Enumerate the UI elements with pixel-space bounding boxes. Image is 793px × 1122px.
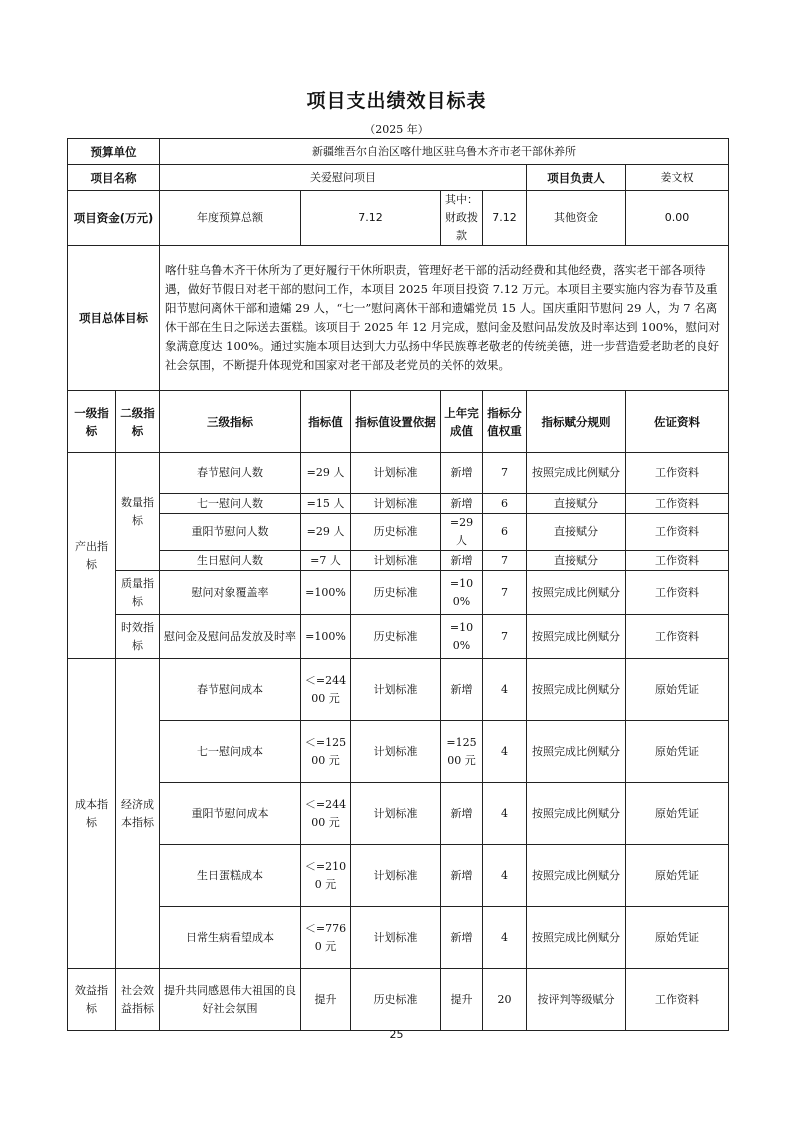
indicator-last: =29 人 <box>441 514 483 551</box>
group-cost: 成本指标 <box>68 659 116 969</box>
page-title: 项目支出绩效目标表 <box>306 90 487 112</box>
table-row <box>68 494 729 514</box>
indicator-value: =100% <box>301 571 351 615</box>
indicator-name: 七一慰问人数 <box>160 494 301 514</box>
overall-goal-label: 项目总体目标 <box>68 246 160 391</box>
group-benefit: 效益指标 <box>68 969 116 1031</box>
indicator-evidence: 工作资料 <box>626 571 729 615</box>
col-evidence: 佐证资料 <box>626 391 729 453</box>
indicator-basis: 计划标准 <box>351 453 441 494</box>
indicator-basis: 计划标准 <box>351 907 441 969</box>
fiscal-funding-label: 其中：财政拨款 <box>441 191 483 246</box>
budget-unit-label: 预算单位 <box>68 139 160 165</box>
group-output: 产出指标 <box>68 453 116 659</box>
col-value: 指标值 <box>301 391 351 453</box>
table-row <box>68 907 729 969</box>
project-name-value: 关爱慰问项目 <box>160 165 527 191</box>
indicator-rule: 直接赋分 <box>527 514 626 551</box>
indicator-name: 日常生病看望成本 <box>160 907 301 969</box>
indicator-last: 提升 <box>441 969 483 1031</box>
col-level2: 二级指标 <box>116 391 160 453</box>
indicator-evidence: 工作资料 <box>626 514 729 551</box>
indicator-name: 重阳节慰问成本 <box>160 783 301 845</box>
indicator-evidence: 工作资料 <box>626 494 729 514</box>
indicator-last: 新增 <box>441 907 483 969</box>
indicator-name: 生日蛋糕成本 <box>160 845 301 907</box>
indicator-evidence: 原始凭证 <box>626 907 729 969</box>
indicator-rule: 按照完成比例赋分 <box>527 907 626 969</box>
indicator-basis: 历史标准 <box>351 571 441 615</box>
indicator-basis: 历史标准 <box>351 969 441 1031</box>
indicator-name: 生日慰问人数 <box>160 551 301 571</box>
indicator-evidence: 工作资料 <box>626 453 729 494</box>
table-row <box>68 659 729 721</box>
group-quantity: 数量指标 <box>116 453 160 571</box>
table-row <box>68 969 729 1031</box>
table-row <box>68 615 729 659</box>
table-row <box>68 571 729 615</box>
indicator-basis: 计划标准 <box>351 551 441 571</box>
indicator-evidence: 工作资料 <box>626 551 729 571</box>
indicator-rule: 按照完成比例赋分 <box>527 721 626 783</box>
indicator-name: 提升共同感恩伟大祖国的良好社会氛围 <box>160 969 301 1031</box>
group-quality: 质量指标 <box>116 571 160 615</box>
indicator-weight: 4 <box>483 783 527 845</box>
indicator-weight: 6 <box>483 514 527 551</box>
budget-unit-value: 新疆维吾尔自治区喀什地区驻乌鲁木齐市老干部休养所 <box>160 139 729 165</box>
indicator-last: =100% <box>441 615 483 659</box>
indicator-evidence: 原始凭证 <box>626 659 729 721</box>
indicator-weight: 7 <box>483 571 527 615</box>
fiscal-funding-value: 7.12 <box>483 191 527 246</box>
indicator-last: 新增 <box>441 453 483 494</box>
indicator-rule: 按照完成比例赋分 <box>527 845 626 907</box>
indicator-rule: 按照完成比例赋分 <box>527 783 626 845</box>
col-level3: 三级指标 <box>160 391 301 453</box>
table-row <box>68 453 729 494</box>
col-last-year: 上年完成值 <box>441 391 483 453</box>
indicator-last: 新增 <box>441 551 483 571</box>
indicator-basis: 计划标准 <box>351 783 441 845</box>
indicator-rule: 按照完成比例赋分 <box>527 571 626 615</box>
indicator-last: 新增 <box>441 659 483 721</box>
col-rule: 指标赋分规则 <box>527 391 626 453</box>
indicator-name: 春节慰问人数 <box>160 453 301 494</box>
indicator-name: 重阳节慰问人数 <box>160 514 301 551</box>
project-name-label: 项目名称 <box>68 165 160 191</box>
indicator-basis: 计划标准 <box>351 494 441 514</box>
indicator-weight: 7 <box>483 453 527 494</box>
indicator-weight: 7 <box>483 551 527 571</box>
other-funds-label: 其他资金 <box>527 191 626 246</box>
indicator-evidence: 工作资料 <box>626 615 729 659</box>
indicator-weight: 4 <box>483 659 527 721</box>
col-level1: 一级指标 <box>68 391 116 453</box>
annual-budget-value: 7.12 <box>301 191 441 246</box>
page-number: 25 <box>389 1028 404 1041</box>
indicator-weight: 6 <box>483 494 527 514</box>
indicator-evidence: 工作资料 <box>626 969 729 1031</box>
other-funds-value: 0.00 <box>626 191 729 246</box>
indicator-evidence: 原始凭证 <box>626 783 729 845</box>
indicator-weight: 4 <box>483 907 527 969</box>
indicator-last: 新增 <box>441 783 483 845</box>
indicator-evidence: 原始凭证 <box>626 845 729 907</box>
indicator-rule: 按评判等级赋分 <box>527 969 626 1031</box>
indicator-last: =12500 元 <box>441 721 483 783</box>
indicator-basis: 历史标准 <box>351 615 441 659</box>
indicator-weight: 4 <box>483 845 527 907</box>
indicator-rule: 直接赋分 <box>527 494 626 514</box>
indicator-value: ＜=2100 元 <box>301 845 351 907</box>
indicator-weight: 4 <box>483 721 527 783</box>
project-leader-label: 项目负责人 <box>527 165 626 191</box>
year-label: （2025 年） <box>364 123 429 136</box>
table-row <box>68 514 729 551</box>
indicator-basis: 历史标准 <box>351 514 441 551</box>
col-basis: 指标值设置依据 <box>351 391 441 453</box>
indicator-last: =100% <box>441 571 483 615</box>
indicator-rule: 按照完成比例赋分 <box>527 615 626 659</box>
overall-goal-text: 喀什驻乌鲁木齐干休所为了更好履行干休所职责，管理好老干部的活动经费和其他经费，落实老干部各项待遇，做好节假日对老干部的慰问工作，本项目 2025 年项目投资 7.12 万元。本项目主要实施内容为春节及重阳节慰问离休干部和遗孀 29 人，“七一”慰问离休干部和遗孀党员 15 人。国庆重阳节慰问 29 人，为 7 名离休干部在生日之际送去蛋糕。该项目于 2025 年 12 月完成，慰问金及慰问品发放及时率达到 100%，慰问对象满意度达 100%。通过实施本项目达到大力弘扬中华民族尊老敬老的传统美德，进一步营造爱老助老的良好社会氛围，不断提升体现党和国家对老干部及老党员的关怀的效果。 <box>160 246 729 391</box>
group-timeliness: 时效指标 <box>116 615 160 659</box>
indicator-name: 七一慰问成本 <box>160 721 301 783</box>
group-social: 社会效益指标 <box>116 969 160 1031</box>
indicator-value: =100% <box>301 615 351 659</box>
indicator-value: ＜=7760 元 <box>301 907 351 969</box>
indicator-name: 慰问金及慰问品发放及时率 <box>160 615 301 659</box>
indicator-value: ＜=24400 元 <box>301 659 351 721</box>
indicator-weight: 20 <box>483 969 527 1031</box>
annual-budget-label: 年度预算总额 <box>160 191 301 246</box>
indicator-basis: 计划标准 <box>351 845 441 907</box>
table-row <box>68 721 729 783</box>
indicator-evidence: 原始凭证 <box>626 721 729 783</box>
group-economic: 经济成本指标 <box>116 659 160 969</box>
indicator-value: =29 人 <box>301 514 351 551</box>
indicator-rule: 按照完成比例赋分 <box>527 453 626 494</box>
indicator-value: 提升 <box>301 969 351 1031</box>
indicator-weight: 7 <box>483 615 527 659</box>
indicator-name: 春节慰问成本 <box>160 659 301 721</box>
table-row <box>68 845 729 907</box>
table-row <box>68 551 729 571</box>
project-fund-label: 项目资金(万元) <box>68 191 160 246</box>
indicator-value: ＜=12500 元 <box>301 721 351 783</box>
indicator-value: ＜=24400 元 <box>301 783 351 845</box>
col-weight: 指标分值权重 <box>483 391 527 453</box>
indicator-value: =7 人 <box>301 551 351 571</box>
indicator-basis: 计划标准 <box>351 659 441 721</box>
project-leader-value: 姜文权 <box>626 165 729 191</box>
indicator-basis: 计划标准 <box>351 721 441 783</box>
indicator-rule: 直接赋分 <box>527 551 626 571</box>
indicator-last: 新增 <box>441 845 483 907</box>
indicator-value: =15 人 <box>301 494 351 514</box>
indicator-last: 新增 <box>441 494 483 514</box>
indicator-rule: 按照完成比例赋分 <box>527 659 626 721</box>
performance-table <box>67 138 729 1031</box>
indicator-value: =29 人 <box>301 453 351 494</box>
table-row <box>68 783 729 845</box>
indicator-name: 慰问对象覆盖率 <box>160 571 301 615</box>
